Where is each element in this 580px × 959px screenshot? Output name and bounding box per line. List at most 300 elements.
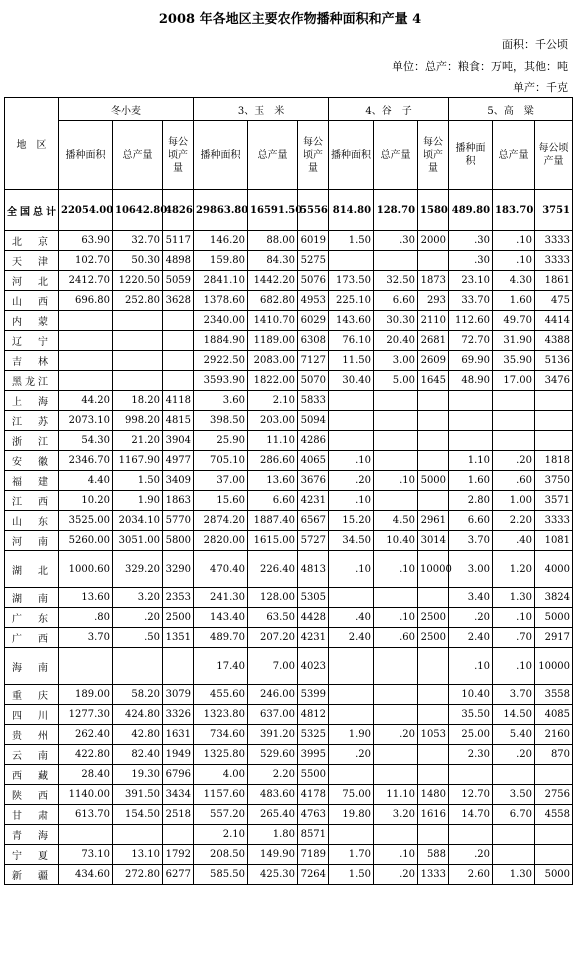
- table-cell: 489.80: [449, 190, 493, 231]
- table-cell: 173.50: [329, 271, 374, 291]
- table-cell: [163, 351, 194, 371]
- table-cell: 870: [535, 745, 573, 765]
- table-cell: 28.40: [59, 765, 113, 785]
- table-cell: 6019: [298, 231, 329, 251]
- table-cell: 557.20: [194, 805, 248, 825]
- table-cell: 4414: [535, 311, 573, 331]
- table-cell: 5260.00: [59, 531, 113, 551]
- table-cell: 48.90: [449, 371, 493, 391]
- table-cell: .20: [374, 725, 418, 745]
- table-cell: .20: [329, 745, 374, 765]
- table-cell: 1.00: [493, 491, 535, 511]
- table-cell: 1053: [418, 725, 449, 745]
- table-cell: 2353: [163, 588, 194, 608]
- table-row: [5, 331, 573, 351]
- table-row: [5, 411, 573, 431]
- table-cell: [418, 685, 449, 705]
- table-cell: 11.50: [329, 351, 374, 371]
- group-header-millet: 4、谷 子: [329, 98, 449, 121]
- table-cell: 6.60: [248, 491, 298, 511]
- region-name: 安 徽: [5, 451, 59, 471]
- table-row: [5, 511, 573, 531]
- table-cell: [535, 411, 573, 431]
- table-cell: [535, 391, 573, 411]
- table-cell: 3014: [418, 531, 449, 551]
- table-cell: 470.40: [194, 551, 248, 588]
- table-cell: 35.50: [449, 705, 493, 725]
- table-cell: [418, 251, 449, 271]
- table-cell: [329, 411, 374, 431]
- table-cell: 4286: [298, 431, 329, 451]
- table-cell: 1081: [535, 531, 573, 551]
- group-header-sorghum: 5、高 粱: [449, 98, 573, 121]
- table-cell: 82.40: [113, 745, 163, 765]
- region-name: 西 藏: [5, 765, 59, 785]
- table-cell: .20: [113, 608, 163, 628]
- table-cell: 3904: [163, 431, 194, 451]
- table-cell: [59, 351, 113, 371]
- table-cell: .60: [493, 471, 535, 491]
- table-cell: 20.40: [374, 331, 418, 351]
- table-cell: 21.20: [113, 431, 163, 451]
- table-cell: 50.30: [113, 251, 163, 271]
- table-cell: 1949: [163, 745, 194, 765]
- area-unit-note: 面积：千公顷: [502, 38, 568, 51]
- yield-unit-note: 单产：千克: [513, 81, 568, 94]
- table-cell: 13.60: [248, 471, 298, 491]
- table-cell: [374, 431, 418, 451]
- region-name: 吉 林: [5, 351, 59, 371]
- table-cell: 128.00: [248, 588, 298, 608]
- table-cell: .30: [449, 251, 493, 271]
- table-cell: 2034.10: [113, 511, 163, 531]
- table-cell: 1351: [163, 628, 194, 648]
- table-cell: 1.70: [329, 845, 374, 865]
- region-name: 辽 宁: [5, 331, 59, 351]
- table-cell: [449, 431, 493, 451]
- table-cell: 3.20: [374, 805, 418, 825]
- table-cell: [493, 391, 535, 411]
- table-cell: 3.70: [59, 628, 113, 648]
- table-cell: 2.10: [248, 391, 298, 411]
- table-cell: 489.70: [194, 628, 248, 648]
- region-name: 广 东: [5, 608, 59, 628]
- table-cell: 1.30: [493, 865, 535, 885]
- region-name: 全国总计: [5, 190, 59, 231]
- table-cell: 682.80: [248, 291, 298, 311]
- table-cell: 30.30: [374, 311, 418, 331]
- table-cell: [374, 648, 418, 685]
- table-cell: .20: [374, 865, 418, 885]
- table-cell: 8571: [298, 825, 329, 845]
- table-cell: 3628: [163, 291, 194, 311]
- table-cell: .20: [449, 845, 493, 865]
- table-cell: 5.00: [374, 371, 418, 391]
- table-cell: 5059: [163, 271, 194, 291]
- table-cell: 1580: [418, 190, 449, 231]
- table-cell: [329, 251, 374, 271]
- table-cell: 391.20: [248, 725, 298, 745]
- table-cell: 286.60: [248, 451, 298, 471]
- table-cell: 3.70: [493, 685, 535, 705]
- table-cell: 143.40: [194, 608, 248, 628]
- region-name: 河 南: [5, 531, 59, 551]
- table-cell: [59, 648, 113, 685]
- table-cell: 6.60: [449, 511, 493, 531]
- table-cell: [449, 765, 493, 785]
- table-cell: 455.60: [194, 685, 248, 705]
- region-name: 海 南: [5, 648, 59, 685]
- table-cell: [418, 765, 449, 785]
- table-cell: 2.30: [449, 745, 493, 765]
- table-cell: 14.50: [493, 705, 535, 725]
- table-cell: 3558: [535, 685, 573, 705]
- table-cell: [535, 825, 573, 845]
- table-cell: 1378.60: [194, 291, 248, 311]
- table-row: [5, 588, 573, 608]
- region-name: 山 东: [5, 511, 59, 531]
- table-cell: 1616: [418, 805, 449, 825]
- table-cell: 3079: [163, 685, 194, 705]
- table-cell: 3751: [535, 190, 573, 231]
- table-row: [5, 231, 573, 251]
- table-row: [5, 451, 573, 471]
- table-cell: 1.50: [329, 231, 374, 251]
- table-cell: 5000: [535, 865, 573, 885]
- table-cell: [374, 705, 418, 725]
- table-cell: 1884.90: [194, 331, 248, 351]
- table-cell: [329, 431, 374, 451]
- table-cell: [418, 648, 449, 685]
- table-cell: [374, 491, 418, 511]
- table-cell: .30: [449, 231, 493, 251]
- table-cell: 1.30: [493, 588, 535, 608]
- table-cell: 5.40: [493, 725, 535, 745]
- table-cell: 4953: [298, 291, 329, 311]
- table-cell: 4.30: [493, 271, 535, 291]
- table-cell: 76.10: [329, 331, 374, 351]
- table-cell: 2.20: [493, 511, 535, 531]
- table-cell: 6029: [298, 311, 329, 331]
- table-cell: 241.30: [194, 588, 248, 608]
- table-cell: 16591.50: [248, 190, 298, 231]
- region-name: 湖 北: [5, 551, 59, 588]
- table-row: [5, 845, 573, 865]
- table-cell: [449, 825, 493, 845]
- table-row: [5, 551, 573, 588]
- table-cell: 4763: [298, 805, 329, 825]
- table-cell: 73.10: [59, 845, 113, 865]
- table-cell: [59, 825, 113, 845]
- table-cell: [493, 845, 535, 865]
- region-name: 浙 江: [5, 431, 59, 451]
- table-cell: 4.50: [374, 511, 418, 531]
- national-total-row: [5, 190, 573, 231]
- table-cell: 189.00: [59, 685, 113, 705]
- table-cell: .10: [329, 491, 374, 511]
- table-cell: 13.10: [113, 845, 163, 865]
- table-cell: 5325: [298, 725, 329, 745]
- table-cell: [59, 311, 113, 331]
- table-cell: .10: [329, 551, 374, 588]
- table-cell: 3995: [298, 745, 329, 765]
- table-cell: [329, 765, 374, 785]
- table-cell: 2.10: [194, 825, 248, 845]
- table-cell: 2.60: [449, 865, 493, 885]
- table-cell: 42.80: [113, 725, 163, 745]
- col-header: 每公顷产量: [418, 121, 449, 190]
- table-cell: 2160: [535, 725, 573, 745]
- table-cell: 1277.30: [59, 705, 113, 725]
- table-cell: 5305: [298, 588, 329, 608]
- table-cell: 4813: [298, 551, 329, 588]
- table-row: [5, 608, 573, 628]
- table-cell: 102.70: [59, 251, 113, 271]
- table-cell: 5000: [535, 608, 573, 628]
- table-cell: 5136: [535, 351, 573, 371]
- region-name: 福 建: [5, 471, 59, 491]
- table-cell: [493, 411, 535, 431]
- table-cell: 6796: [163, 765, 194, 785]
- col-header: 总产量: [113, 121, 163, 190]
- table-cell: 696.80: [59, 291, 113, 311]
- table-cell: 10.40: [374, 531, 418, 551]
- table-cell: 183.70: [493, 190, 535, 231]
- table-cell: .10: [329, 451, 374, 471]
- region-name: 贵 州: [5, 725, 59, 745]
- table-cell: .20: [449, 608, 493, 628]
- table-cell: 1.50: [113, 471, 163, 491]
- table-cell: 1.80: [248, 825, 298, 845]
- table-cell: [329, 685, 374, 705]
- table-cell: 3476: [535, 371, 573, 391]
- table-cell: 4428: [298, 608, 329, 628]
- table-cell: 14.70: [449, 805, 493, 825]
- region-name: 青 海: [5, 825, 59, 845]
- table-cell: 5770: [163, 511, 194, 531]
- table-cell: 10642.80: [113, 190, 163, 231]
- table-cell: 391.50: [113, 785, 163, 805]
- table-cell: 1325.80: [194, 745, 248, 765]
- table-cell: 2.40: [329, 628, 374, 648]
- table-cell: 425.30: [248, 865, 298, 885]
- table-cell: 4118: [163, 391, 194, 411]
- table-cell: 705.10: [194, 451, 248, 471]
- table-cell: 1333: [418, 865, 449, 885]
- table-cell: [329, 705, 374, 725]
- table-cell: [418, 391, 449, 411]
- table-cell: 3824: [535, 588, 573, 608]
- table-cell: 4.40: [59, 471, 113, 491]
- table-cell: 33.70: [449, 291, 493, 311]
- table-cell: 32.70: [113, 231, 163, 251]
- table-cell: [329, 588, 374, 608]
- table-cell: [374, 451, 418, 471]
- table-cell: 3.00: [374, 351, 418, 371]
- table-cell: .20: [493, 451, 535, 471]
- table-cell: .10: [493, 231, 535, 251]
- table-row: [5, 765, 573, 785]
- table-cell: 84.30: [248, 251, 298, 271]
- table-cell: 37.00: [194, 471, 248, 491]
- table-cell: 17.40: [194, 648, 248, 685]
- table-cell: 207.20: [248, 628, 298, 648]
- table-cell: 10000: [535, 648, 573, 685]
- table-cell: 1.90: [113, 491, 163, 511]
- table-cell: 2.40: [449, 628, 493, 648]
- table-cell: [418, 825, 449, 845]
- table-cell: 17.00: [493, 371, 535, 391]
- table-cell: 1645: [418, 371, 449, 391]
- table-cell: [163, 371, 194, 391]
- table-cell: [329, 825, 374, 845]
- table-cell: 15.20: [329, 511, 374, 531]
- table-cell: 246.00: [248, 685, 298, 705]
- table-cell: 44.20: [59, 391, 113, 411]
- table-cell: 424.80: [113, 705, 163, 725]
- table-cell: [493, 765, 535, 785]
- region-name: 陕 西: [5, 785, 59, 805]
- table-cell: 3.60: [194, 391, 248, 411]
- table-cell: 529.60: [248, 745, 298, 765]
- table-cell: 143.60: [329, 311, 374, 331]
- table-cell: 1631: [163, 725, 194, 745]
- table-cell: 329.20: [113, 551, 163, 588]
- table-cell: 13.60: [59, 588, 113, 608]
- table-cell: .10: [374, 471, 418, 491]
- table-cell: 1410.70: [248, 311, 298, 331]
- table-cell: [535, 845, 573, 865]
- table-body: [5, 190, 573, 885]
- table-row: [5, 291, 573, 311]
- table-row: [5, 471, 573, 491]
- region-header: 地 区: [5, 98, 59, 190]
- table-cell: [113, 648, 163, 685]
- table-cell: 6567: [298, 511, 329, 531]
- table-cell: 7.00: [248, 648, 298, 685]
- region-name: 宁 夏: [5, 845, 59, 865]
- table-cell: 2073.10: [59, 411, 113, 431]
- table-cell: 54.30: [59, 431, 113, 451]
- table-cell: 22054.00: [59, 190, 113, 231]
- table-cell: .10: [449, 648, 493, 685]
- table-cell: 2.20: [248, 765, 298, 785]
- table-cell: .10: [374, 551, 418, 588]
- region-name: 湖 南: [5, 588, 59, 608]
- table-cell: 2609: [418, 351, 449, 371]
- table-cell: 4000: [535, 551, 573, 588]
- table-cell: 31.90: [493, 331, 535, 351]
- table-cell: 5800: [163, 531, 194, 551]
- table-cell: 2083.00: [248, 351, 298, 371]
- table-cell: 3.70: [449, 531, 493, 551]
- table-cell: [113, 351, 163, 371]
- table-cell: 4812: [298, 705, 329, 725]
- table-cell: 2874.20: [194, 511, 248, 531]
- table-cell: [163, 311, 194, 331]
- table-cell: .10: [493, 608, 535, 628]
- region-name: 四 川: [5, 705, 59, 725]
- table-cell: 5000: [418, 471, 449, 491]
- table-cell: 1822.00: [248, 371, 298, 391]
- table-cell: [374, 745, 418, 765]
- page-title: 2008 年各地区主要农作物播种面积和产量 4: [158, 12, 422, 27]
- table-cell: 4826: [163, 190, 194, 231]
- table-row: [5, 531, 573, 551]
- table-cell: 252.80: [113, 291, 163, 311]
- table-cell: [418, 588, 449, 608]
- table-cell: [113, 331, 163, 351]
- table-cell: 814.80: [329, 190, 374, 231]
- table-row: [5, 648, 573, 685]
- table-cell: [329, 391, 374, 411]
- table-row: [5, 351, 573, 371]
- region-name: 甘 肃: [5, 805, 59, 825]
- table-cell: 3525.00: [59, 511, 113, 531]
- table-cell: 2518: [163, 805, 194, 825]
- table-cell: 19.80: [329, 805, 374, 825]
- table-cell: [418, 451, 449, 471]
- table-cell: 2922.50: [194, 351, 248, 371]
- table-cell: 3333: [535, 231, 573, 251]
- table-row: [5, 785, 573, 805]
- table-cell: 262.40: [59, 725, 113, 745]
- table-cell: 5399: [298, 685, 329, 705]
- table-cell: 208.50: [194, 845, 248, 865]
- table-cell: 4231: [298, 628, 329, 648]
- region-name: 黑龙江: [5, 371, 59, 391]
- table-row: [5, 725, 573, 745]
- region-name: 江 西: [5, 491, 59, 511]
- table-cell: 2820.00: [194, 531, 248, 551]
- table-cell: 1.60: [449, 471, 493, 491]
- table-cell: [418, 745, 449, 765]
- table-cell: 5117: [163, 231, 194, 251]
- table-cell: 3326: [163, 705, 194, 725]
- table-cell: [418, 431, 449, 451]
- table-cell: 2000: [418, 231, 449, 251]
- table-cell: 5070: [298, 371, 329, 391]
- table-cell: 7189: [298, 845, 329, 865]
- col-header: 总产量: [374, 121, 418, 190]
- table-cell: 3593.90: [194, 371, 248, 391]
- table-row: [5, 311, 573, 331]
- table-cell: 3.40: [449, 588, 493, 608]
- col-header: 每公顷产量: [163, 121, 194, 190]
- table-cell: 398.50: [194, 411, 248, 431]
- table-cell: [163, 648, 194, 685]
- table-cell: .10: [493, 251, 535, 271]
- table-cell: 7264: [298, 865, 329, 885]
- table-cell: 998.20: [113, 411, 163, 431]
- table-cell: 49.70: [493, 311, 535, 331]
- col-header: 每公顷产量: [535, 121, 573, 190]
- region-name: 江 苏: [5, 411, 59, 431]
- table-cell: 4231: [298, 491, 329, 511]
- table-cell: [374, 251, 418, 271]
- table-cell: 1.60: [493, 291, 535, 311]
- table-cell: [374, 588, 418, 608]
- table-cell: 3409: [163, 471, 194, 491]
- table-cell: 1220.50: [113, 271, 163, 291]
- table-cell: .10: [374, 845, 418, 865]
- table-cell: 10000: [418, 551, 449, 588]
- table-cell: 69.90: [449, 351, 493, 371]
- region-name: 广 西: [5, 628, 59, 648]
- region-name: 河 北: [5, 271, 59, 291]
- table-cell: [374, 685, 418, 705]
- table-cell: 2961: [418, 511, 449, 531]
